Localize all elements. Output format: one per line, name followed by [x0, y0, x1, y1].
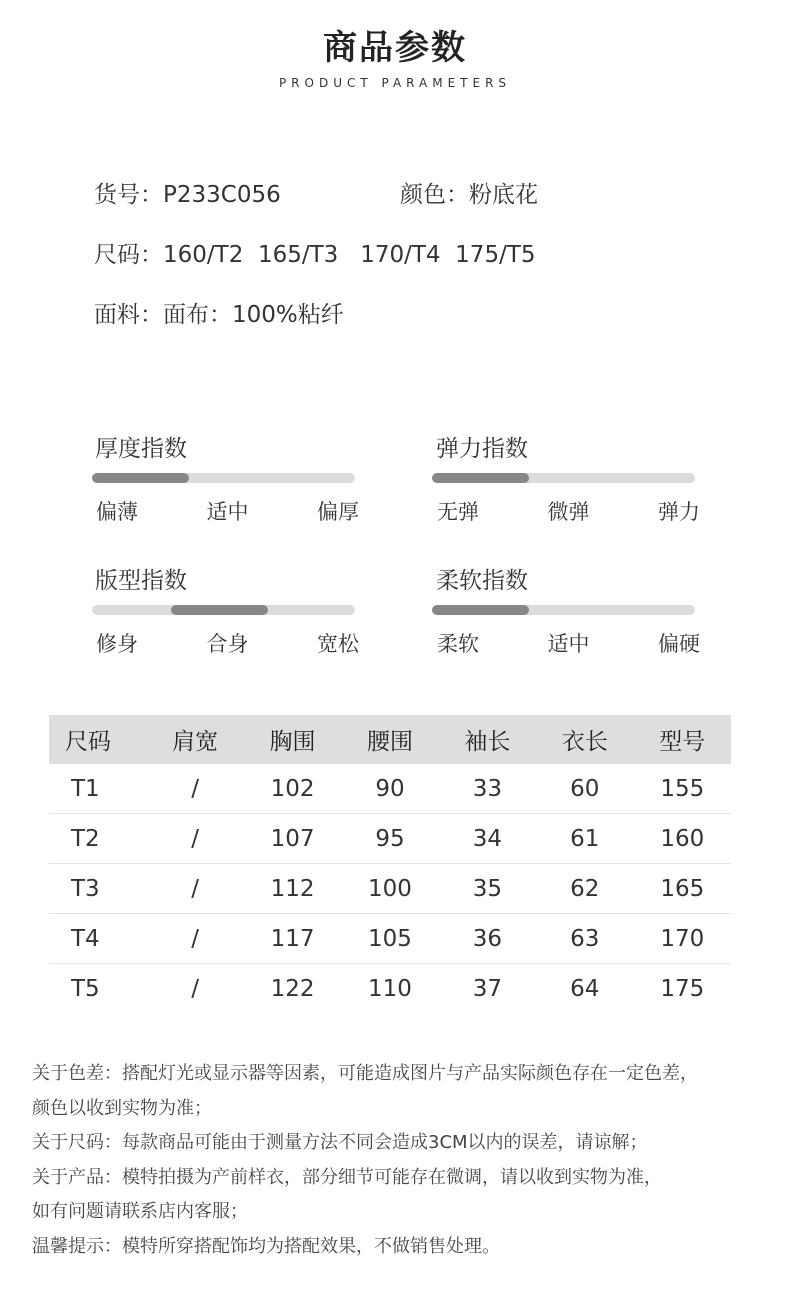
table-cell: T2	[49, 814, 146, 864]
table-row	[49, 814, 731, 864]
table-cell: 105	[341, 914, 438, 964]
table-cell: 175	[660, 975, 705, 1002]
elasticity-index-track	[432, 473, 695, 483]
header-size: 尺码	[49, 715, 146, 764]
table-cell: T5	[71, 975, 100, 1002]
softness-index-track	[432, 605, 695, 615]
table-row	[49, 864, 731, 914]
table-cell: 34	[439, 814, 536, 864]
notes-section	[32, 1057, 772, 1264]
thickness-index-track	[92, 473, 355, 483]
table-cell: 37	[472, 975, 503, 1002]
softness-tick-soft: 柔软	[437, 632, 479, 656]
thickness-index-ticks	[96, 496, 359, 526]
table-cell: /	[146, 764, 243, 814]
fit-tick-loose: 宽松	[317, 632, 359, 656]
softness-tick-medium: 适中	[547, 632, 590, 656]
size-table-header-row	[49, 715, 731, 764]
elasticity-index-ticks	[437, 496, 700, 526]
elasticity-tick-elastic: 弹力	[658, 500, 700, 524]
table-row	[49, 914, 731, 964]
elasticity-index-fill	[432, 473, 529, 483]
elasticity-tick-slight: 微弹	[547, 500, 590, 524]
table-cell: /	[146, 814, 243, 864]
table-row	[49, 764, 731, 814]
note-color-difference-cont: 颜色以收到实物为准；	[32, 1097, 212, 1119]
table-cell: T1	[49, 764, 146, 814]
thickness-tick-medium: 适中	[206, 500, 249, 524]
note-color-difference: 关于色差：搭配灯光或显示器等因素，可能造成图片与产品实际颜色存在一定色差，	[32, 1063, 698, 1084]
table-cell: 117	[244, 914, 341, 964]
table-row	[49, 964, 731, 1014]
table-cell: 33	[439, 764, 536, 814]
elasticity-tick-none: 无弹	[437, 500, 479, 524]
table-cell: 95	[341, 814, 438, 864]
header-model: 型号	[634, 715, 731, 764]
fit-tick-slim: 修身	[96, 632, 138, 656]
softness-index-ticks	[437, 628, 700, 658]
note-product: 关于产品：模特拍摄为产前样衣，部分细节可能存在微调，请以收到实物为准，	[32, 1166, 662, 1188]
fit-index-fill	[171, 605, 268, 615]
table-cell: T3	[49, 864, 146, 914]
table-cell: 100	[341, 864, 438, 914]
thickness-tick-thin: 偏薄	[96, 500, 138, 524]
note-size: 关于尺码：每款商品可能由于测量方法不同会造成3CM以内的误差，请谅解；	[32, 1132, 648, 1153]
table-cell: 165	[634, 864, 731, 914]
table-cell: 155	[634, 764, 731, 814]
fit-tick-regular: 合身	[206, 632, 249, 656]
table-cell: 122	[270, 975, 315, 1002]
header-length: 衣长	[536, 715, 633, 764]
table-cell: 35	[439, 864, 536, 914]
table-cell: 63	[536, 914, 633, 964]
table-cell: /	[146, 914, 243, 964]
thickness-tick-thick: 偏厚	[317, 500, 359, 524]
table-cell: 60	[536, 764, 633, 814]
page-title: 商品参数	[323, 28, 467, 68]
softness-index-label: 柔软指数	[436, 568, 528, 594]
header-chest: 胸围	[244, 715, 341, 764]
table-cell: 110	[368, 975, 412, 1002]
item-color: 颜色：粉底花	[400, 182, 538, 208]
softness-index-fill	[432, 605, 529, 615]
header-shoulder: 肩宽	[146, 715, 243, 764]
elasticity-index-label: 弹力指数	[436, 436, 528, 462]
size-table	[49, 715, 731, 1013]
header-sleeve: 袖长	[439, 715, 536, 764]
table-cell: 107	[244, 814, 341, 864]
fit-index-label: 版型指数	[95, 568, 187, 594]
item-number: 货号：P233C056	[94, 182, 281, 208]
table-cell: 62	[536, 864, 633, 914]
fit-index-track	[92, 605, 355, 615]
table-cell: 36	[439, 914, 536, 964]
table-cell: 102	[244, 764, 341, 814]
table-cell: 61	[536, 814, 633, 864]
table-cell: 160	[634, 814, 731, 864]
page-subtitle: PRODUCT PARAMETERS	[278, 76, 512, 90]
table-cell: /	[191, 975, 199, 1002]
header-waist: 腰围	[341, 715, 438, 764]
thickness-index-label: 厚度指数	[95, 436, 187, 462]
note-product-cont: 如有问题请联系店内客服；	[32, 1201, 248, 1222]
item-fabric: 面料：面布：100%粘纤	[94, 302, 344, 328]
table-cell: 64	[570, 975, 600, 1002]
fit-index-ticks	[96, 628, 359, 658]
table-cell: 170	[634, 914, 731, 964]
note-tip: 温馨提示：模特所穿搭配饰均为搭配效果，不做销售处理。	[32, 1235, 500, 1257]
softness-tick-stiff: 偏硬	[658, 632, 700, 656]
table-cell: T4	[49, 914, 146, 964]
table-cell: 90	[341, 764, 438, 814]
table-cell: 112	[244, 864, 341, 914]
thickness-index-fill	[92, 473, 189, 483]
table-cell: /	[146, 864, 243, 914]
item-sizes: 尺码：160/T2 165/T3 170/T4 175/T5	[94, 242, 536, 268]
